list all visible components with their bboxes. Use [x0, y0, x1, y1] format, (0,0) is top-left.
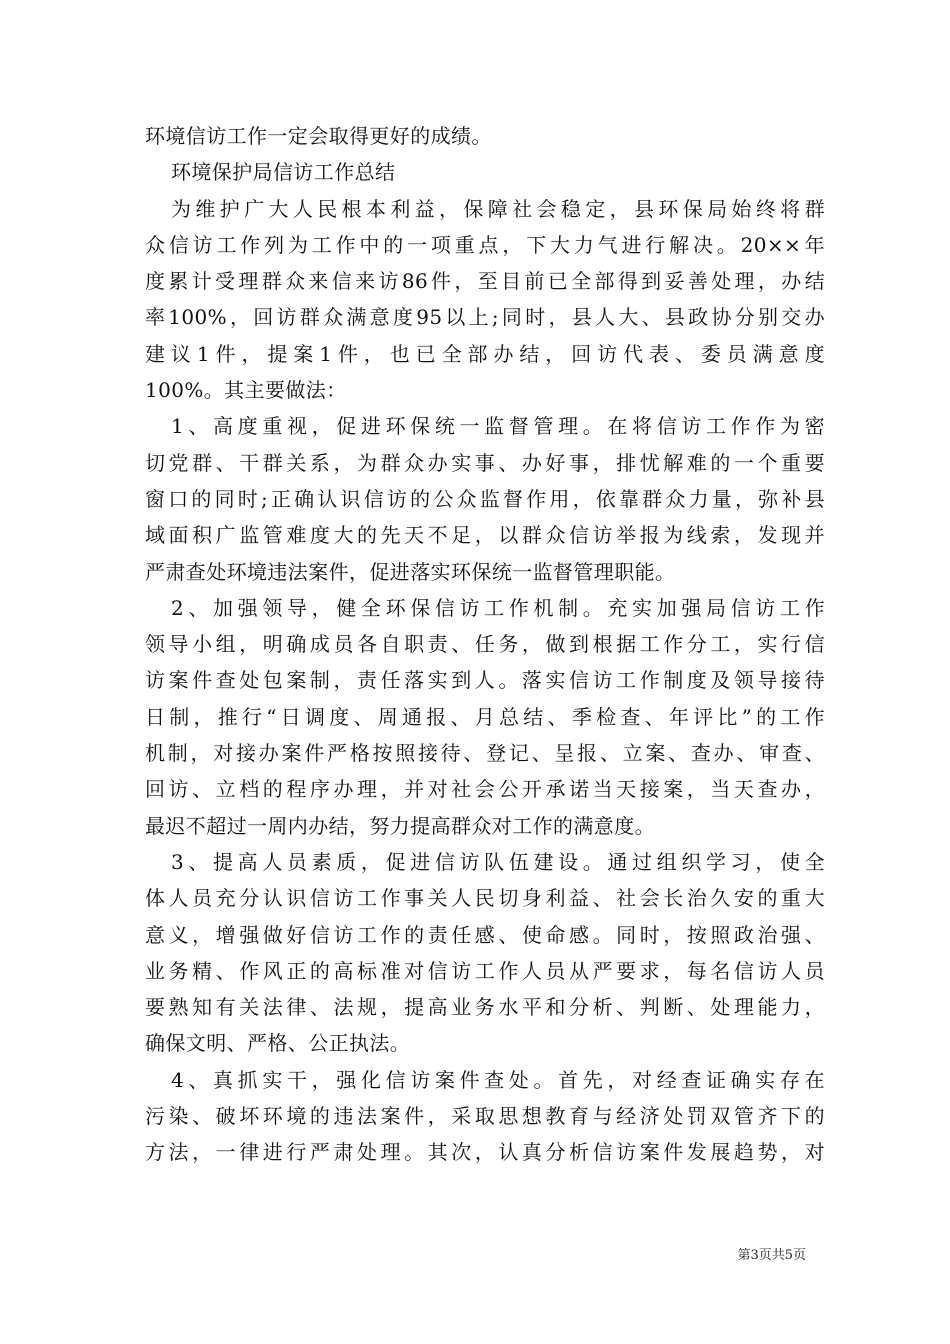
page-footer: 第3页共5页	[737, 1248, 806, 1263]
text-line: 意义，增强做好信访工作的责任感、使命感。同时，按照政治强、	[145, 922, 825, 947]
text-line: 环境保护局信访工作总结	[171, 160, 396, 185]
text-line: 日制，推行“日调度、周通报、月总结、季检查、年评比”的工作	[145, 704, 825, 729]
text-line: 100%。其主要做法：	[145, 378, 347, 403]
text-line: 方法，一律进行严肃处理。其次，认真分析信访案件发展趋势，对	[145, 1140, 825, 1165]
text-line: 4、真抓实干，强化信访案件查处。首先，对经查证确实存在	[171, 1067, 825, 1092]
text-line: 窗口的同时;正确认识信访的公众监督作用，依靠群众力量，弥补县	[145, 486, 825, 511]
text-line: 业务精、作风正的高标准对信访工作人员从严要求，每名信访人员	[145, 958, 825, 983]
text-line: 污染、破坏环境的违法案件，采取思想教育与经济处罚双管齐下的	[145, 1104, 825, 1129]
document-body	[145, 118, 825, 1171]
text-line: 确保文明、严格、公正执法。	[145, 1031, 411, 1056]
text-line: 3、提高人员素质，促进信访队伍建设。通过组织学习，使全	[171, 849, 825, 874]
text-line: 最迟不超过一周内办结，努力提高群众对工作的满意度。	[145, 813, 655, 838]
text-line: 要熟知有关法律、法规，提高业务水平和分析、判断、处理能力，	[145, 995, 825, 1020]
text-line: 度累计受理群众来信来访86件，至目前已全部得到妥善处理，办结	[145, 269, 825, 294]
text-line: 建议1件，提案1件，也已全部办结，回访代表、委员满意度	[145, 341, 825, 366]
text-line: 领导小组，明确成员各自职责、任务，做到根据工作分工，实行信	[145, 632, 825, 657]
text-line: 访案件查处包案制，责任落实到人。落实信访工作制度及领导接待	[145, 668, 825, 693]
text-line: 回访、立档的程序办理，并对社会公开承诺当天接案，当天查办，	[145, 777, 825, 802]
text-line: 体人员充分认识信访工作事关人民切身利益、社会长治久安的重大	[145, 886, 825, 911]
text-line: 环境信访工作一定会取得更好的成绩。	[145, 124, 492, 148]
text-line: 域面积广监管难度大的先天不足，以群众信访举报为线索，发现并	[145, 523, 825, 548]
text-line: 为维护广大人民根本利益，保障社会稳定，县环保局始终将群	[171, 196, 825, 221]
text-line: 众信访工作列为工作中的一项重点，下大力气进行解决。20××年	[145, 232, 825, 257]
text-line: 2、加强领导，健全环保信访工作机制。充实加强局信访工作	[171, 595, 825, 620]
text-line: 1、高度重视，促进环保统一监督管理。在将信访工作作为密	[171, 414, 825, 439]
text-line: 严肃查处环境违法案件，促进落实环保统一监督管理职能。	[145, 559, 676, 584]
text-line: 率100%，回访群众满意度95以上;同时，县人大、县政协分别交办	[145, 305, 825, 330]
text-line: 机制，对接办案件严格按照接待、登记、呈报、立案、查办、审查、	[145, 741, 825, 766]
text-line: 切党群、干群关系，为群众办实事、办好事，排忧解难的一个重要	[145, 450, 825, 475]
